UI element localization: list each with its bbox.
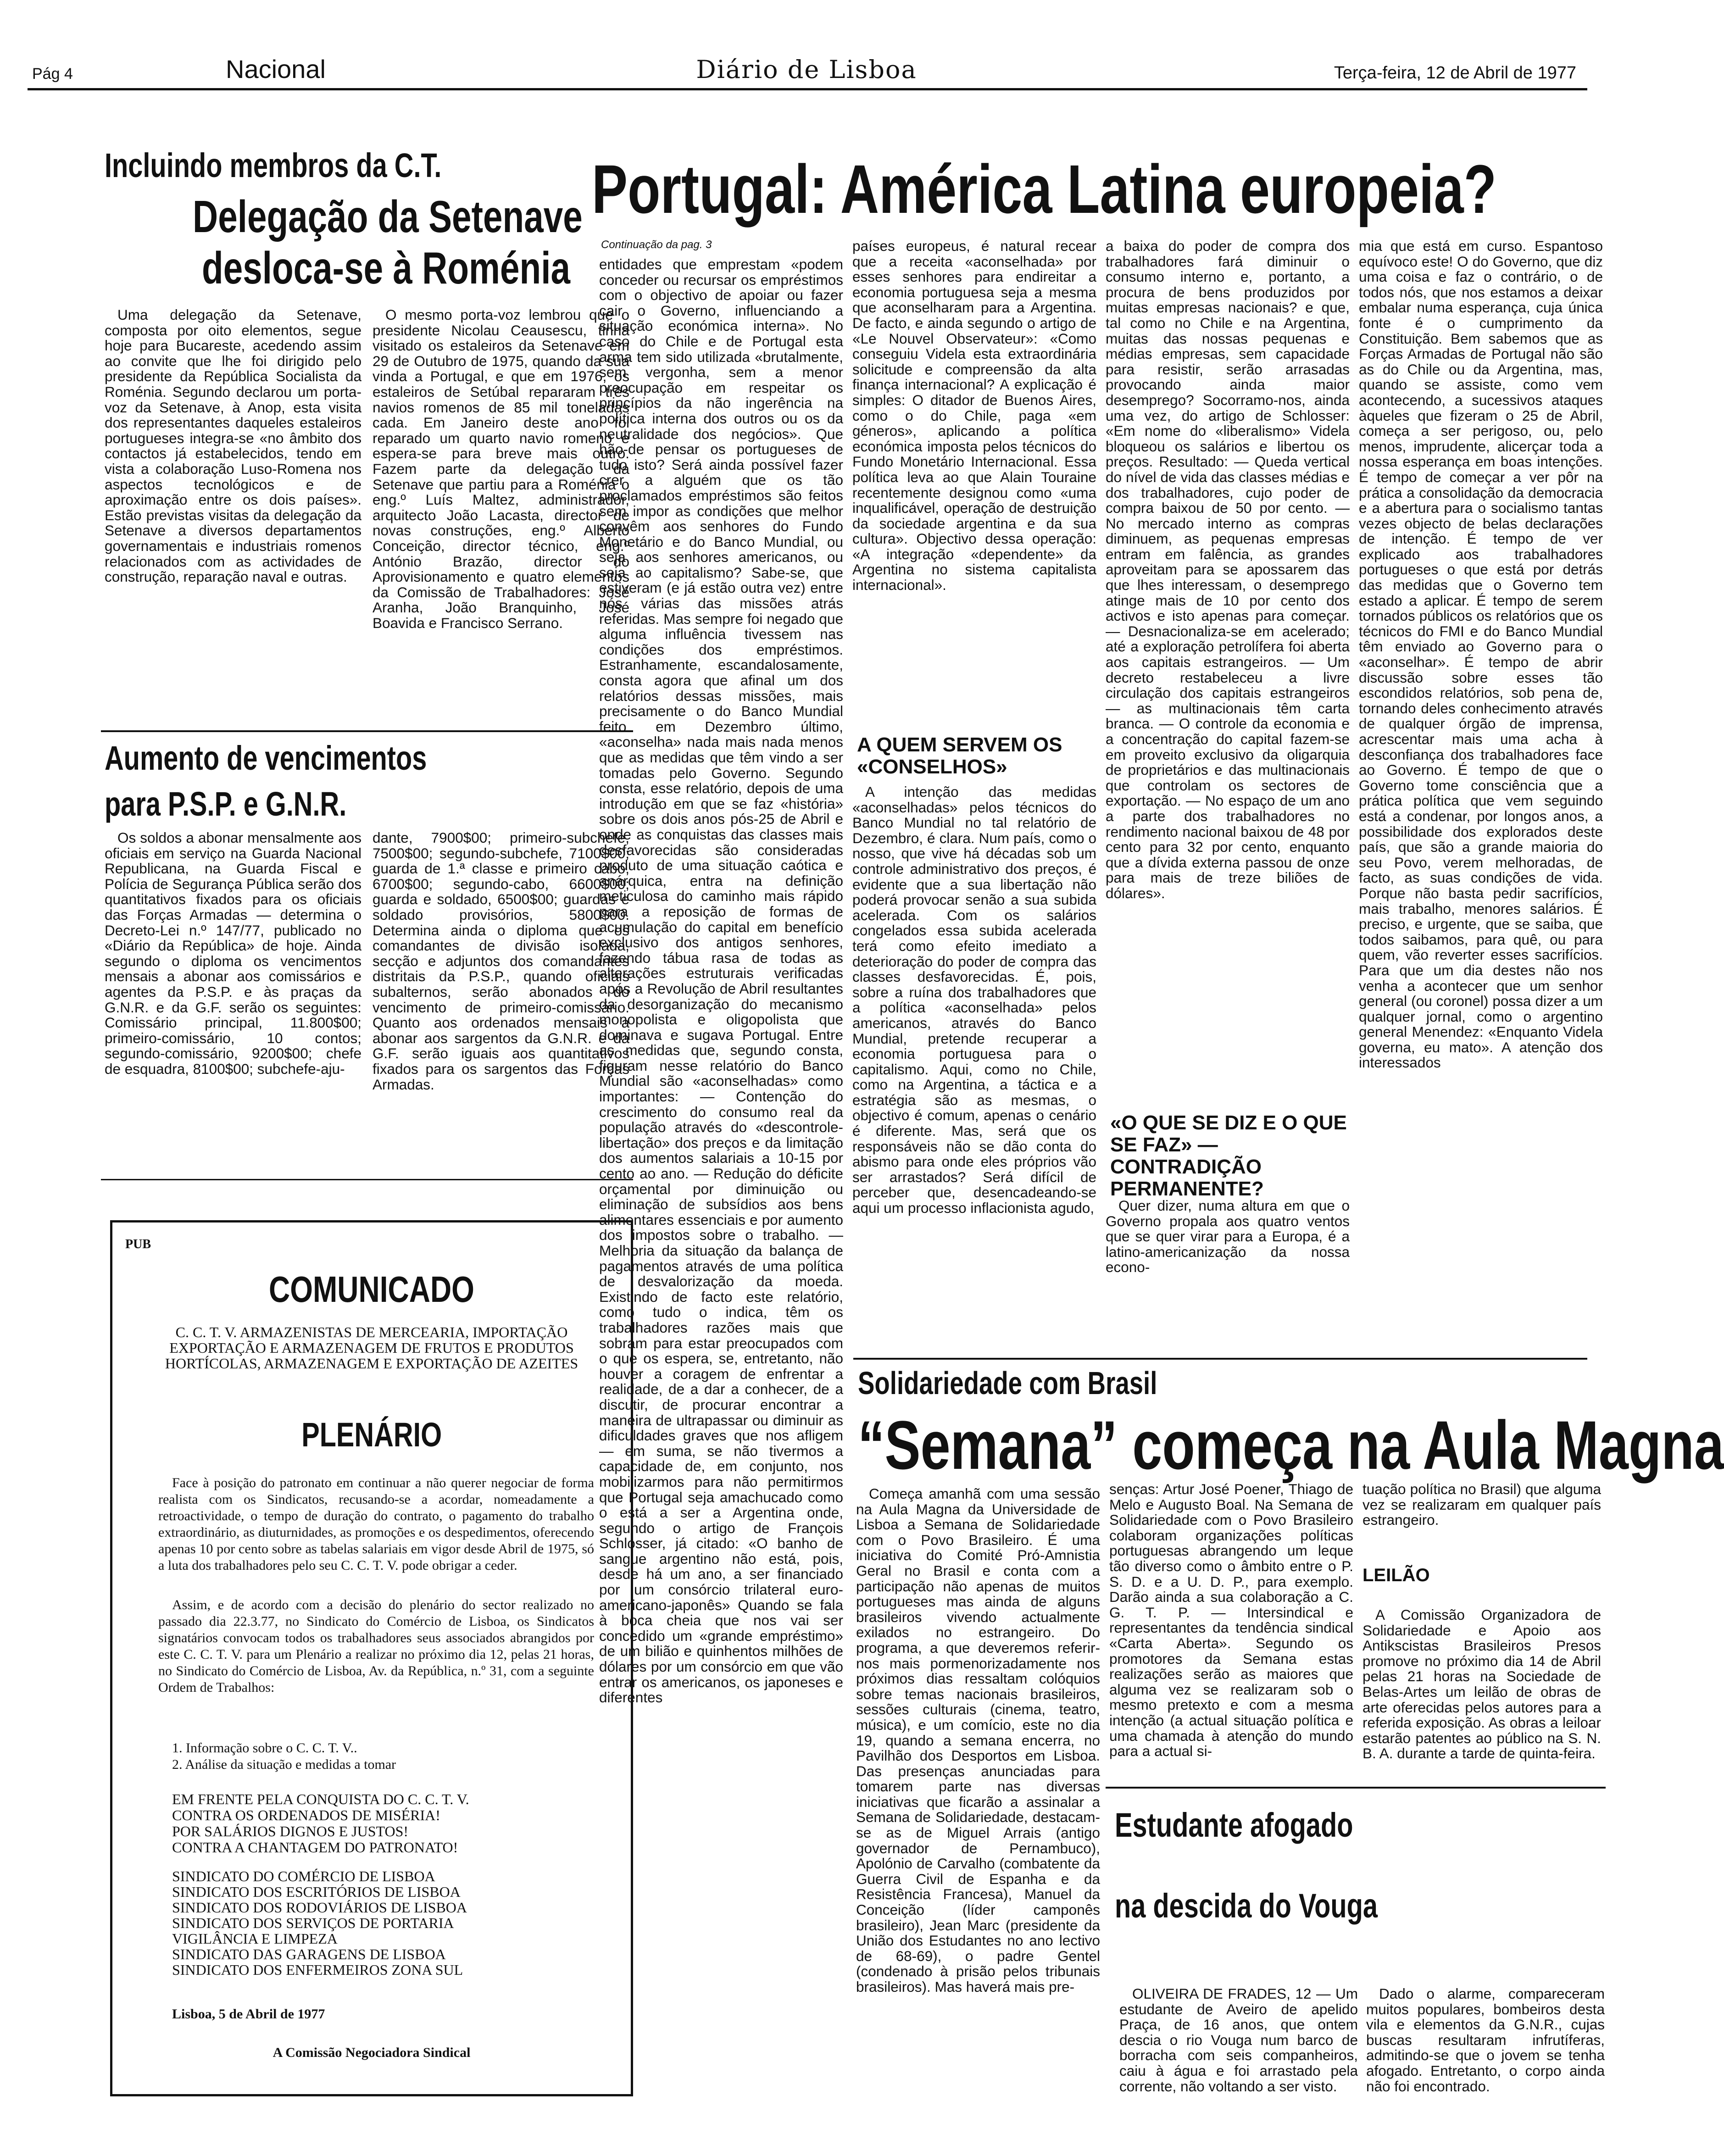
divider (1106, 1787, 1606, 1789)
union-name: SINDICATO DOS ESCRITÓRIOS DE LISBOA (172, 1884, 461, 1900)
setenave-column-1: Uma delegação da Setenave, composta por oito elementos, segue hoje para Bucareste, acedendo assim ao convite que lhe foi dirigido pelo presidente da República Socialista da Roménia. Segundo declarou um porta-voz da Setenave, à Anop, esta visita dos representantes daqueles estaleiros portugueses integra-se «no âmbito dos contactos já estabelecidos, tendo em vista a colaboração Luso-Romena nos aspectos tecnológicos e de aproximação entre os dois países». Estão previstas visitas da delegação da Setenave a diversos departamentos governamentais e industriais romenos relacionados com as actividades de construção, reparação naval e outras. (105, 306, 361, 585)
plenario-title-text: PLENÁRIO (301, 1416, 442, 1454)
comunicado-paragraph-1: Face à posição do patronato em continuar a não querer negociar de forma realista com os Sindicatos, recusando-se a acordar, nomeadamente a retroactividade, o tempo de duração do contrato, o pagamento do trabalho extraordinário, as diuturnidades, as promoções e os despedimentos, oferecendo apenas 10 por cento sobre as tabelas salariais em vigor desde Abril de 1975, só a luta dos trabalhadores pelo seu C. C. T. V. pode obrigar a ceder. (158, 1475, 594, 1573)
vencimentos-title-line-2: para P.S.P. e G.N.R. (105, 785, 347, 823)
slogan: CONTRA A CHANTAGEM DO PATRONATO! (172, 1839, 458, 1856)
advertisement-tag: PUB (125, 1237, 151, 1251)
vencimentos-title-line-1: Aumento de vencimentos (105, 739, 427, 777)
portugal-headline: Portugal: América Latina europeia? (592, 150, 1497, 228)
setenave-title-line-2: desloca-se à Roménia (202, 243, 570, 293)
comunicado-title (112, 1268, 631, 1311)
union-name: SINDICATO DAS GARAGENS DE LISBOA (172, 1946, 446, 1962)
divider (101, 730, 633, 732)
setenave-column-2: O mesmo porta-voz lembrou que o presidente Nicolau Ceausescu, tinha visitado os estaleiros da Setenave em 29 de Outubro de 1975, quando da sua vinda a Portugal, e que em 1976, os estaleiros de Setúbal repararam três navios romenos de 85 mil toneladas cada. Em Janeiro deste ano foi reparado um quarto navio romeno e espera-se para breve mais outro. Fazem parte da delegação da Setenave que partiu para a Roménia o eng.º Luís Maltez, administrador, arquitecto João Lacasta, director de novas construções, eng.º Alberto Conceição, director técnico, eng.º António Brazão, director do Aprovisionamento e quatro elementos da Comissão de Trabalhadores: José Aranha, João Branquinho, José Boavida e Francisco Serrano. (373, 306, 629, 631)
page-number: Pág 4 (32, 65, 73, 83)
issue-date: Terça-feira, 12 de Abril de 1977 (1334, 63, 1576, 83)
slogan: EM FRENTE PELA CONQUISTA DO C. C. T. V. (172, 1791, 469, 1807)
union-name: SINDICATO DOS RODOVIÁRIOS DE LISBOA (172, 1899, 467, 1916)
comunicado-signature: A Comissão Negociadora Sindical (273, 2045, 471, 2060)
portugal-column-3b: Quer dizer, numa altura em que o Governo propala aos quatro ventos que se quer virar para a Europa, é a latino-americanização da nossa econo- (1106, 1197, 1350, 1276)
union-name: VIGILÂNCIA E LIMPEZA (172, 1930, 338, 1947)
union-name: SINDICATO DOS SERVIÇOS DE PORTARIA (172, 1915, 454, 1931)
section-name: Nacional (226, 55, 326, 83)
organization-name: C. C. T. V. ARMAZENISTAS DE MERCEARIA, IMPORTAÇÃO EXPORTAÇÃO E ARMAZENAGEM DE FRUTOS E PRODUTOS HORTÍCOLAS, ARMAZENAGEM E EXPORTAÇÃO DE AZEITES (165, 1324, 578, 1372)
brasil-column-3: tuação política no Brasil) que alguma vez se realizaram em qualquer país estrangeiro. (1363, 1481, 1601, 1528)
vencimentos-column-1: Os soldos a abonar mensalmente aos oficiais em serviço na Guarda Nacional Republicana, na Guarda Fiscal e Polícia de Segurança Pública serão dos quantitativos fixados para os oficiais das Forças Armadas — determina o Decreto-Lei n.º 147/77, publicado no «Diário da República» de hoje. Ainda segundo o diploma os vencimentos mensais a abonar aos comissários e agentes da P.S.P. e às praças da G.N.R. e da G.F. serão os seguintes: Comissário principal, 11.800$00; primeiro-comissário, 10 contos; segundo-comissário, 9200$00; chefe de esquadra, 8100$00; subchefe-aju- (105, 829, 361, 1077)
divider (853, 1358, 1587, 1360)
subheading-a-quem-servem: A QUEM SERVEM OS «CONSELHOS» (857, 733, 1062, 778)
masthead: Diário de Lisboa (696, 55, 917, 84)
vouga-column-1: OLIVEIRA DE FRADES, 12 — Um estudante de Aveiro de apelido Praça, de 16 anos, que ontem descia o rio Vouga num barco de borracha com seis companheiros, caiu à água e foi arrastado pela corrente, não voltando a ser visto. (1119, 1985, 1358, 2095)
brasil-kicker: Solidariedade com Brasil (858, 1365, 1157, 1401)
comunicado-paragraph-2: Assim, e de acordo com a decisão do plenário do sector realizado no passado dia 22.3.77, no Sindicato do Comércio de Lisboa, os Sindicatos signatários convocam todos os trabalhadores seus associados abrangidos por este C. C. T. V. para um Plenário a realizar no próximo dia 12, pelas 21 horas, no Sindicato do Comércio de Lisboa, Av. da República, n.º 31, com a seguinte Ordem de Trabalhos: (158, 1597, 594, 1695)
setenave-kicker: Incluindo membros da C.T. (105, 146, 442, 184)
brasil-column-2: senças: Artur José Poener, Thiago de Melo e Augusto Boal. Na Semana de Solidariedade com o Povo Brasileiro colaboram organizações políticas portuguesas abrangendo um leque tão diverso como o âmbito entre o P. S. D. e a U. D. P., para exemplo. Darão ainda a sua colaboração a C. G. T. P. — Intersindical e representantes da tendência sindical «Carta Aberta». Segundo os promotores da Semana estas realizações serão as maiores que alguma vez se realizaram sob o mesmo pretexto e com a mesma intenção (a actual situação política e uma chamada à atenção do mundo para a actual si- (1109, 1481, 1353, 1760)
portugal-column-2a: países europeus, é natural recear que a receita «aconselhada» por esses senhores para endireitar a economia portuguesa seja a mesma que aconselharam para a Argentina. De facto, e ainda segundo o artigo de «Le Nouvel Observateur»: «Como conseguiu Videla esta extraordinária solicitude e compreensão da alta finança internacional? A explicação é simples: O ditador de Buenos Aires, como o do Chile, paga «em géneros», aplicando a política económica imposta pelos técnicos do Fundo Monetário Internacional. Essa política leva ao que Alain Touraine recentemente designou como «uma inqualificável, operação de destruição da sociedade argentina e da sua cultura». Objectivo dessa operação: «A integração «dependente» da Argentina no sistema capitalista internacional». (852, 238, 1096, 594)
brasil-headline: “Semana” começa na Aula Magna (858, 1406, 1724, 1484)
plenario-title (112, 1415, 631, 1454)
leilao-heading: LEILÃO (1363, 1565, 1430, 1585)
union-name: SINDICATO DO COMÉRCIO DE LISBOA (172, 1868, 435, 1884)
subheading-o-que-se-diz: «O QUE SE DIZ E O QUE SE FAZ» — CONTRADIÇÃO PERMANENTE? (1110, 1111, 1347, 1200)
comunicado-date: Lisboa, 5 de Abril de 1977 (172, 2006, 325, 2022)
agenda-item: 1. Informação sobre o C. C. T. V.. (172, 1740, 357, 1756)
slogan: POR SALÁRIOS DIGNOS E JUSTOS! (172, 1823, 409, 1839)
vouga-title-line-1: Estudante afogado (1115, 1806, 1353, 1844)
header-rule (28, 88, 1587, 90)
agenda-item: 2. Análise da situação e medidas a tomar (172, 1757, 396, 1772)
brasil-column-1: Começa amanhã com uma sessão na Aula Magna da Universidade de Lisboa a Semana de Solidariedade com o Povo Brasileiro. É uma iniciativa do Comité Pró-Amnistia Geral no Brasil e conta com a participação não apenas de muitos portugueses mas ainda de alguns brasileiros vivendo actualmente exilados no estrangeiro. Do programa, a que deveremos referir-nos mais pormenorizadamente nos próximos dias ressaltam colóquios sobre temas nacionais brasileiros, sessões culturais (cinema, teatro, música), e um comício, este no dia 19, quando a semana encerra, no Pavilhão dos Desportos em Lisboa. Das presenças anunciadas para tomarem parte nas diversas iniciativas que ficarão a assinalar a Semana de Solidariedade, destacam-se as de Miguel Arrais (antigo governador de Pernambuco), Apolónio de Carvalho (combatente da Guerra Civil de Espanha e da Resistência Francesa), Manuel da Conceição (líder camponês brasileiro), Jean Marc (presidente da União dos Estudantes no ano lectivo de 68-69), o padre Gentel (condenado à prisão pelos tribunais brasileiros). Mas haverá mais pre- (856, 1485, 1100, 1995)
union-name: SINDICATO DOS ENFERMEIROS ZONA SUL (172, 1962, 463, 1978)
vencimentos-column-2: dante, 7900$00; primeiro-subchefe, 7500$00; segundo-subchefe, 7100$00; guarda de 1.ª classe e primeiro cabo, 6700$00; segundo-cabo, 6600$00; guarda e soldado, 6500$00; guardas e soldado provisórios, 5800$00. Determina ainda o diploma que os comandantes de divisão isolada, secção e adjuntos dos comandantes distritais da P.S.P., quando oficiais subalternos, serão abonados do vencimento de primeiro-comissário. Quanto aos ordenados mensais a abonar aos sargentos da G.N.R. e da G.F. serão iguais aos quantitativos fixados para os sargentos das Forças Armadas. (373, 829, 629, 1093)
advertisement-box (110, 1220, 633, 2096)
vouga-title-line-2: na descida do Vouga (1115, 1887, 1378, 1925)
vouga-column-2: Dado o alarme, compareceram muitos populares, bombeiros desta vila e elementos da G.N.R., cujas buscas resultaram infrutíferas, admitindo-se que o jovem se tenha afogado. Entretanto, o corpo ainda não foi encontrado. (1366, 1985, 1605, 2095)
divider (101, 1179, 633, 1180)
union-list (172, 1868, 599, 1978)
continuation-note: Continuação da pag. 3 (601, 239, 712, 251)
leilao-text: A Comissão Organizadora de Solidariedade e Apoio aos Antikscistas Brasileiros Presos promove no próximo dia 14 de Abril pelas 21 horas na Sociedade de Belas-Artes um leilão de obras de arte oferecidas pelos autores para a referida exposição. As obras a leiloar estarão patentes ao público na S. N. B. A. durante a tarde de quinta-feira. (1363, 1606, 1601, 1762)
portugal-column-3a: a baixa do poder de compra dos trabalhadores fará diminuir o consumo interno e, portanto, a procura de bens produzidos por muitas empresas nacionais? e que, tal como no Chile e na Argentina, muitas das nossas pequenas e médias empresas, sem capacidade para resistir, serão arrasadas provocando ainda maior desemprego? Socorramo-nos, ainda uma vez, do artigo de Schlosser: «Em nome do «liberalismo» Videla bloqueou os salários e libertou os preços. Resultado: — Queda vertical do nível de vida das classes médias e dos trabalhadores, cujo poder de compra baixou de 50 por cento. — No mercado interno as compras diminuem, as pequenas empresas entram em falência, as grandes aproveitam para se apossarem das que lhes interessam, o desemprego atinge mais de 10 por cento dos activos e isto apenas para começar. — Desnacionaliza-se em acelerado; até a exploração petrolífera foi aberta aos capitais estrangeiros. — Um decreto restabeleceu a livre circulação dos capitais estrangeiros — as multinacionais têm carta branca. — O controle da economia e a concentração do capital fazem-se em proveito exclusivo da oligarquia de proprietários e das multinacionais que controlam os sectores de exportação. — No espaço de um ano a parte dos trabalhadores no rendimento nacional baixou de 48 por cento para 32 por cento, enquanto que a dívida externa passou de onze para mais de treze biliões de dólares». (1106, 238, 1350, 901)
slogans (172, 1791, 599, 1856)
portugal-column-1: entidades que emprestam «podem conceder ou recursar os empréstimos com o objectivo de apoiar ou fazer cair o Governo, influenciando a situação económica interna». No caso do Chile e de Portugal esta arma tem sido utilizada «brutalmente, sem vergonha, sem a menor preocupação em respeitar os princípios da não ingerência na política interna dos outros ou os da neutralidade dos negócios». Que hão-de pensar os portugueses de tudo isto? Será ainda possível fazer crer a alguém que os tão proclamados empréstimos são feitos sem impor as condições que melhor convêm aos senhores do Fundo Monetário e do Banco Mundial, ou seja aos senhores americanos, ou seja ao capitalismo? Sabe-se, que estiveram (e já estão outra vez) entre nós várias das missões atrás referidas. Mas sempre foi negado que alguma influência tivessem nas condições dos empréstimos. Estranhamente, escandalosamente, consta agora que afinal um dos relatórios dessas missões, mais precisamente o do Banco Mundial feito em Dezembro último, «aconselha» nada mais nada menos que as medidas que têm vindo a ser tomadas pelo Governo. Segundo consta, esse relatório, depois de uma introdução em que se faz «história» sobre os dois anos pós-25 de Abril e onde as conquistas das classes mais desfavorecidas são consideradas produto de uma situação caótica e anárquica, entra na definição meticulosa do caminho mais rápido para a reposição de formas de acumulação do capital em benefício exclusivo dos antigos senhores, fazendo tábua rasa de todas as alterações estruturais verificadas após a Revolução de Abril resultantes da desorganização do mecanismo monopolista e oligopolista que dominava e sugava Portugal. Entre as medidas que, segundo consta, figuram nesse relatório do Banco Mundial são «aconselhadas» como importantes: — Contenção do crescimento do consumo real da população através do «descontrole-libertação» dos preços e da limitação dos aumentos salariais a 10-15 por cento ao ano. — Redução do déficite orçamental por diminuição ou eliminação de subsídios aos bens alimentares essenciais e por aumento dos impostos sobre o trabalho. — Melhoria da situação da balança de pagamentos através de uma política de desvalorização da moeda. Existindo de facto este relatório, como tudo o indica, têm os trabalhadores razões mais que sobram para estar preocupados com o que os espera, se, entretanto, não houver a coragem de enfrentar a realidade, de a dar a conhecer, de a discutir, de procurar encontrar a maneira de ultrapassar ou diminuir as dificuldades graves que nos afligem — em suma, se não tivermos a capacidade de, em conjunto, nos mobilizarmos para não permitirmos que Portugal seja amachucado como o está a ser a Argentina onde, segundo o artigo de François Schlosser, já citado: «O banho de sangue argentino não está, pois, desde há um ano, a ser financiado por um consórcio trilateral euro-americano-japonês» Quando se fala à boca cheia que nos vai ser concedido um «grande empréstimo» de um bilião e quinhentos milhões de dólares por um consórcio em que vão entrar os americanos, os japoneses e diferentes (599, 256, 843, 1706)
setenave-title-line-1: Delegação da Setenave (193, 191, 583, 242)
comunicado-title-text: COMUNICADO (269, 1269, 474, 1310)
slogan: CONTRA OS ORDENADOS DE MISÉRIA! (172, 1807, 440, 1823)
portugal-column-4: mia que está em curso. Espantoso equívoco este! O do Governo, que diz uma coisa e faz o contrário, o de todos nós, que nos estamos a deixar embalar numa esperança, cuja única fonte é o cumprimento da Constituição. Bem sabemos que as Forças Armadas de Portugal não são as do Chile ou da Argentina, mas, quando se assiste, como vem acontecendo, a sucessivos ataques àqueles que fizeram o 25 de Abril, começa a ser perigoso, ou, pelo menos, imprudente, alicerçar toda a nossa esperança em boas intenções. É tempo de começar a ver pôr na prática a consolidação da democracia e a abertura para o socialismo tantas vezes objecto de belas declarações de intenção. É tempo de ver explicado aos trabalhadores portugueses o que está por detrás das medidas que o Governo tem estado a aplicar. É tempo de serem tornados públicos os relatórios que os técnicos do FMI e do Banco Mundial têm enviado ao Governo para o «aconselhar». É tempo de abrir discussão sobre esses tão escondidos relatórios, sob pena de, tornando deles conhecimento através de qualquer órgão de imprensa, acrescentar mais uma acha à desconfiança dos trabalhadores face ao Governo. É tempo de que o Governo tome consciência que a prática política que vem seguindo está a condenar, por longos anos, a possibilidade dos explorados deste país, que são a grande maioria do seu Povo, verem melhoradas, de facto, as suas condições de vida. Porque não basta pedir sacrifícios, mais trabalho, menores salários. É preciso, e urgente, que se saiba, que todos saibamos, para quê, ou para quem, vão reverter esses sacrifícios. Para que um dia destes não nos venha a acontecer que um senhor general (ou coronel) possa dizer a um qualquer jornal, como o argentino general Menendez: «Enquanto Videla governa, eu mato». A atenção dos interessados (1359, 238, 1603, 1071)
portugal-column-2b: A intenção das medidas «aconselhadas» pelos técnicos do Banco Mundial no tal relatório de Dezembro, é clara. Num país, como o nosso, que vive há décadas sob um controle administrativo dos preços, é evidente que a sua libertação não poderá provocar senão a sua subida acelerada. Com os salários congelados essa subida acelerada terá como efeito imediato a deterioração do poder de compra das classes desfavorecidas. É, pois, sobre a ruína dos trabalhadores que a política «aconselhada» pelos americanos, através do Banco Mundial, pretende recuperar a economia portuguesa para o capitalismo. Aqui, como no Chile, como na Argentina, a táctica e a estratégia são as mesmas, o objectivo é comum, apenas o cenário é diferente. Mas, será que os responsáveis não se dão conta do abismo para onde eles próprios vão ser arrastados? Será difícil de perceber que, desencadeando-se aqui um processo inflacionista agudo, (852, 783, 1096, 1217)
agenda-list (172, 1740, 585, 1773)
